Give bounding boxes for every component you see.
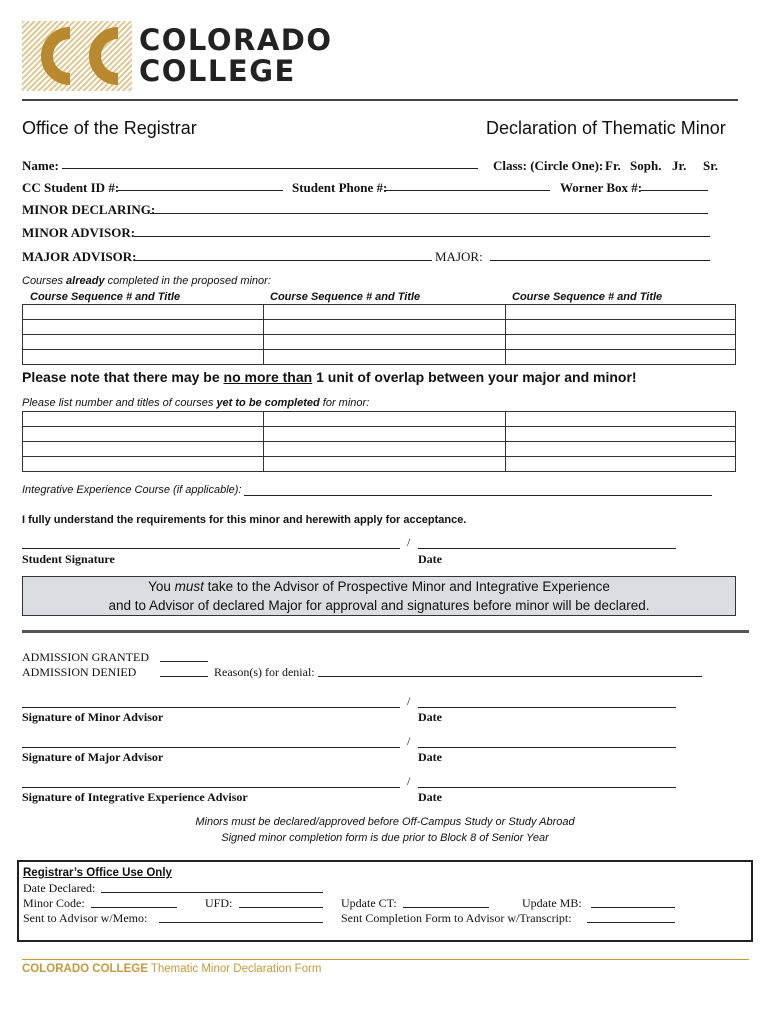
- update-mb-field[interactable]: [591, 907, 675, 908]
- minor-advisor-date-label: Date: [418, 710, 442, 724]
- intro-bold: already: [66, 275, 105, 287]
- notice-pre: You: [148, 579, 175, 594]
- table-cell[interactable]: [506, 305, 736, 320]
- update-ct-field[interactable]: [403, 907, 489, 908]
- table-cell[interactable]: [506, 427, 736, 442]
- admission-denied-label: ADMISSION DENIED: [22, 665, 137, 679]
- signature-slash: /: [407, 535, 411, 549]
- table-row: [23, 412, 736, 427]
- admission-denied-field[interactable]: [160, 676, 208, 677]
- student-date-label: Date: [418, 552, 442, 566]
- remaining-pre: Please list number and titles of courses: [22, 397, 217, 409]
- major-field[interactable]: [490, 260, 710, 261]
- signature-slash: /: [407, 734, 411, 748]
- name-label: Name:: [22, 158, 59, 173]
- table-row: [23, 350, 736, 365]
- table-cell[interactable]: [264, 320, 506, 335]
- denial-reasons-label: Reason(s) for denial:: [214, 665, 315, 679]
- table-row: [23, 442, 736, 457]
- minor-code-label: Minor Code:: [23, 896, 85, 910]
- cc-monogram-icon: [22, 21, 132, 91]
- student-id-field[interactable]: [118, 190, 283, 191]
- sent-completion-field[interactable]: [587, 922, 675, 923]
- table-cell[interactable]: [506, 320, 736, 335]
- table-cell[interactable]: [264, 457, 506, 472]
- minor-advisor-date-line[interactable]: [418, 707, 676, 708]
- header-rule: [22, 99, 738, 101]
- integrative-advisor-date-label: Date: [418, 790, 442, 804]
- table-cell[interactable]: [264, 427, 506, 442]
- minor-code-field[interactable]: [91, 907, 177, 908]
- class-sr[interactable]: Sr.: [703, 158, 719, 173]
- courses-remaining-intro: [22, 397, 369, 409]
- office-use-title: Registrar’s Office Use Only: [23, 867, 172, 879]
- table-cell[interactable]: [506, 457, 736, 472]
- overlap-underlined: no more than: [223, 369, 313, 385]
- overlap-note: [22, 369, 637, 385]
- footer-rule: [22, 959, 749, 960]
- name-field[interactable]: [62, 168, 478, 169]
- major-label: MAJOR:: [435, 249, 483, 264]
- overlap-pre: Please note that there may be: [22, 369, 224, 385]
- acknowledgment: I fully understand the requirements for this minor and herewith apply for acceptance.: [22, 514, 467, 526]
- student-date-line[interactable]: [418, 548, 676, 549]
- table-cell[interactable]: [23, 320, 264, 335]
- office-title: Office of the Registrar: [22, 118, 197, 138]
- table-cell[interactable]: [506, 335, 736, 350]
- sent-advisor-label: Sent to Advisor w/Memo:: [23, 911, 148, 925]
- minor-declaring-label: MINOR DECLARING:: [22, 202, 156, 217]
- table-row: [23, 335, 736, 350]
- integrative-label: Integrative Experience Course (if applicable):: [22, 484, 242, 496]
- table-cell[interactable]: [264, 442, 506, 457]
- remaining-post: for minor:: [319, 397, 370, 409]
- table-cell[interactable]: [23, 457, 264, 472]
- logo-line-1: COLORADO: [139, 23, 333, 57]
- minor-declaring-field[interactable]: [150, 213, 708, 214]
- course-header-3: Course Sequence # and Title: [512, 291, 663, 303]
- update-ct-label: Update CT:: [341, 896, 397, 910]
- major-advisor-signature-label: Signature of Major Advisor: [22, 750, 164, 764]
- student-signature-label: Student Signature: [22, 552, 115, 566]
- table-cell[interactable]: [264, 335, 506, 350]
- table-cell[interactable]: [264, 350, 506, 365]
- sent-completion-label: Sent Completion Form to Advisor w/Transcript:: [341, 911, 572, 925]
- footer: [22, 963, 322, 975]
- minor-advisor-signature-label: Signature of Minor Advisor: [22, 710, 164, 724]
- class-fr[interactable]: Fr.: [605, 158, 621, 173]
- office-use-box: [17, 860, 753, 942]
- table-cell[interactable]: [506, 412, 736, 427]
- worner-box-field[interactable]: [641, 190, 708, 191]
- signature-slash: /: [407, 774, 411, 788]
- date-declared-label: Date Declared:: [23, 881, 96, 895]
- notice-line-2: and to Advisor of declared Major for approval and signatures before minor will be declared.: [108, 598, 650, 613]
- major-advisor-date-label: Date: [418, 750, 442, 764]
- class-jr[interactable]: Jr.: [672, 158, 687, 173]
- minor-advisor-field[interactable]: [134, 236, 710, 237]
- class-soph[interactable]: Soph.: [630, 158, 662, 173]
- table-cell[interactable]: [264, 412, 506, 427]
- table-cell[interactable]: [23, 350, 264, 365]
- integrative-advisor-signature-line[interactable]: [22, 787, 400, 788]
- course-header-1: Course Sequence # and Title: [30, 291, 181, 303]
- denial-reasons-field[interactable]: [318, 676, 702, 677]
- ufd-label: UFD:: [205, 896, 233, 910]
- approval-notice: [22, 576, 736, 616]
- major-advisor-date-line[interactable]: [418, 747, 676, 748]
- update-mb-label: Update MB:: [522, 896, 582, 910]
- student-signature-line[interactable]: [22, 548, 400, 549]
- table-row: [23, 305, 736, 320]
- courses-completed-table: [22, 304, 736, 365]
- major-advisor-signature-line[interactable]: [22, 747, 400, 748]
- college-logo: [22, 21, 333, 91]
- table-cell[interactable]: [23, 305, 264, 320]
- table-cell[interactable]: [23, 335, 264, 350]
- integrative-advisor-date-line[interactable]: [418, 787, 676, 788]
- worner-box-label: Worner Box #:: [560, 180, 643, 195]
- date-declared-field[interactable]: [101, 892, 323, 893]
- major-advisor-label: MAJOR ADVISOR:: [22, 249, 137, 264]
- remaining-bold: yet to be completed: [216, 397, 320, 409]
- footnote-1: Minors must be declared/approved before Off-Campus Study or Study Abroad: [195, 816, 575, 828]
- footer-text: Thematic Minor Declaration Form: [147, 963, 322, 975]
- table-cell[interactable]: [506, 442, 736, 457]
- courses-remaining-table: [22, 411, 736, 472]
- student-phone-label: Student Phone #:: [292, 180, 388, 195]
- minor-advisor-signature-line[interactable]: [22, 707, 400, 708]
- integrative-advisor-signature-label: Signature of Integrative Experience Advisor: [22, 790, 248, 804]
- intro-pre: Courses: [22, 275, 67, 287]
- footer-brand: COLORADO COLLEGE: [22, 963, 148, 975]
- sent-advisor-field[interactable]: [159, 922, 323, 923]
- integrative-field[interactable]: [244, 495, 712, 496]
- table-row: [23, 457, 736, 472]
- class-label: Class: (Circle One):: [493, 158, 604, 173]
- notice-line-1: [23, 577, 735, 596]
- course-header-2: Course Sequence # and Title: [270, 291, 421, 303]
- courses-completed-intro: [22, 275, 271, 287]
- notice-em: must: [174, 579, 204, 594]
- overlap-post: 1 unit of overlap between your major and minor!: [312, 369, 637, 385]
- student-id-label: CC Student ID #:: [22, 180, 120, 195]
- table-cell[interactable]: [264, 305, 506, 320]
- section-divider: [22, 630, 749, 633]
- admission-granted-label: ADMISSION GRANTED: [22, 650, 150, 664]
- footnote-2: Signed minor completion form is due prior to Block 8 of Senior Year: [221, 832, 549, 844]
- table-cell[interactable]: [506, 350, 736, 365]
- signature-slash: /: [407, 694, 411, 708]
- logo-line-2: COLLEGE: [139, 54, 296, 88]
- table-cell[interactable]: [23, 412, 264, 427]
- form-title: Declaration of Thematic Minor: [486, 118, 726, 138]
- admission-granted-field[interactable]: [160, 661, 208, 662]
- notice-post: take to the Advisor of Prospective Minor and Integrative Experience: [203, 579, 610, 594]
- table-row: [23, 427, 736, 442]
- student-phone-field[interactable]: [384, 190, 550, 191]
- major-advisor-field[interactable]: [134, 260, 432, 261]
- ufd-field[interactable]: [239, 907, 323, 908]
- table-row: [23, 320, 736, 335]
- minor-advisor-label: MINOR ADVISOR:: [22, 225, 136, 240]
- intro-post: completed in the proposed minor:: [104, 275, 271, 287]
- table-cell[interactable]: [23, 442, 264, 457]
- table-cell[interactable]: [23, 427, 264, 442]
